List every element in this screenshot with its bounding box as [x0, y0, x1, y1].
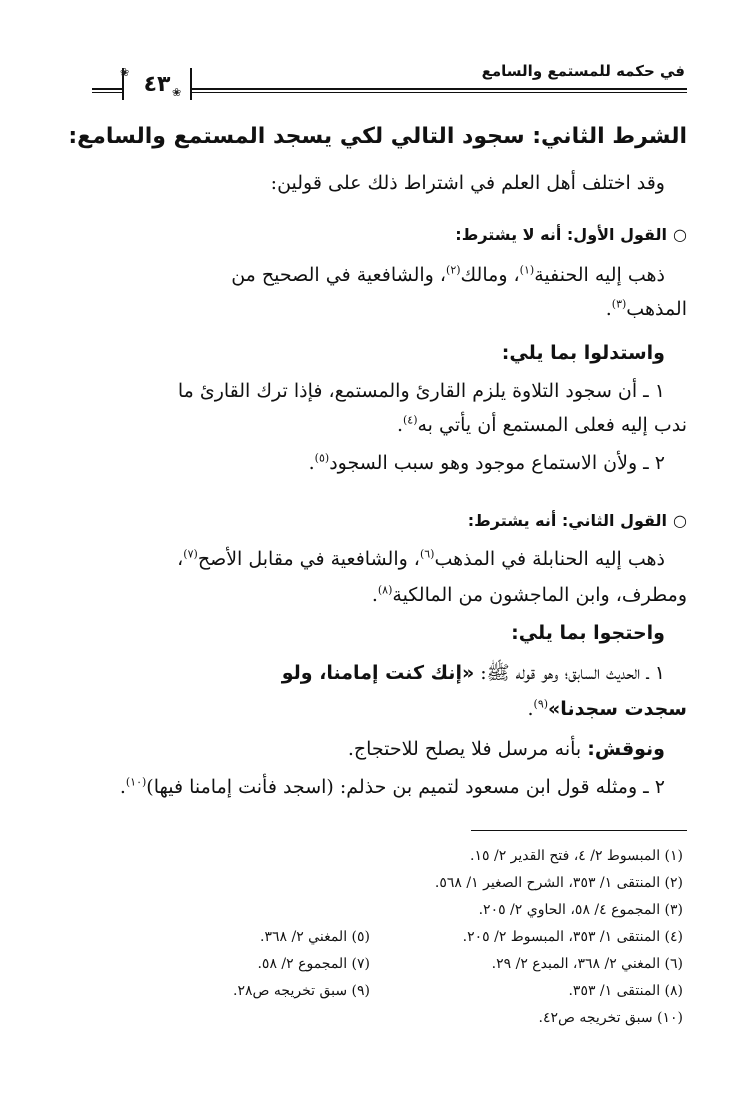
opinion-two-title: القول الثاني: أنه يشترط:	[467, 511, 668, 530]
text: ١ ـ الحديث السابق؛ وهو قوله ﷺ:	[474, 662, 665, 684]
intro-paragraph: وقد اختلف أهل العلم في اشتراط ذلك على قولين:	[270, 172, 665, 194]
evidence-one-item-1-line-2	[397, 412, 687, 438]
footnote-ref[interactable]: (٥)	[314, 451, 330, 465]
opinion-two-line-1	[177, 546, 665, 572]
section-heading: الشرط الثاني: سجود التالي لكي يسجد المستمع والسامع:	[68, 124, 687, 149]
evidence-two-item-2	[120, 774, 665, 800]
text: .	[371, 584, 378, 606]
footnote-5: (٥) المغني ٢/ ٣٦٨.	[260, 929, 370, 945]
footnote-ref[interactable]: (١٠)	[125, 775, 147, 789]
footnote-ref[interactable]: (٤)	[402, 413, 418, 427]
objection-label: ونوقش:	[587, 738, 665, 760]
running-title: في حكمه للمستمع والسامع	[481, 62, 685, 80]
text: ٢ ـ ولأن الاستماع موجود وهو سبب السجود	[329, 452, 665, 474]
evidence-one-item-1-line-1: ١ ـ أن سجود التلاوة يلزم القارئ والمستمع، فإذا ترك القارئ ما	[177, 380, 665, 402]
text: ندب إليه فعلى المستمع أن يأتي به	[417, 414, 687, 436]
footnote-2: (٢) المنتقى ١/ ٣٥٣، الشرح الصغير ١/ ٥٦٨.	[434, 875, 683, 891]
circle-bullet-icon: ○	[673, 511, 687, 530]
text: ، والشافعية في مقابل الأصح	[197, 548, 420, 570]
text: ذهب إليه الحنابلة في المذهب	[434, 548, 665, 570]
text: المذهب	[626, 298, 687, 320]
footnote-9: (٩) سبق تخريجه ص٢٨.	[233, 983, 370, 999]
text: بأنه مرسل فلا يصلح للاحتجاج.	[347, 738, 588, 760]
footnote-8: (٨) المنتقى ١/ ٣٥٣.	[568, 983, 683, 999]
text: .	[527, 698, 534, 720]
evidence-two-item-1-line-2	[527, 696, 687, 722]
hadith-quote: «إنك كنت إمامنا، ولو	[281, 662, 475, 684]
footnote-ref[interactable]: (١)	[519, 263, 535, 277]
header-rule	[190, 88, 687, 90]
header-rule-left	[92, 88, 122, 90]
footnote-ref[interactable]: (٦)	[419, 547, 435, 561]
evidence-two-item-1-line-1	[282, 660, 665, 686]
text: ،	[177, 548, 184, 570]
text: .	[605, 298, 612, 320]
text: ذهب إليه الحنفية	[534, 264, 665, 286]
text: ، والشافعية في الصحيح من	[231, 264, 447, 286]
evidence-one-item-2	[309, 450, 665, 476]
evidence-two-title: واحتجوا بما يلي:	[511, 622, 665, 644]
text: .	[119, 776, 126, 798]
ornament-icon: ❀	[120, 66, 130, 79]
footnote-ref[interactable]: (٨)	[377, 583, 393, 597]
opinion-two-heading	[468, 508, 687, 534]
footnote-6: (٦) المغني ٢/ ٣٦٨، المبدع ٢/ ٢٩.	[491, 956, 683, 972]
objection-line	[348, 736, 665, 762]
header-rule-thin	[190, 92, 687, 93]
footnote-separator	[471, 830, 687, 831]
footnote-10: (١٠) سبق تخريجه ص٤٢.	[538, 1010, 683, 1026]
ornament-icon: ❀	[172, 86, 182, 99]
text: ٢ ـ ومثله قول ابن مسعود لتميم بن حذلم: (اسجد فأنت إمامنا فيها)	[146, 776, 665, 798]
text: ، ومالك	[460, 264, 520, 286]
text: .	[308, 452, 315, 474]
footnote-7: (٧) المجموع ٢/ ٥٨.	[257, 956, 370, 972]
hadith-quote: سجدت سجدنا»	[548, 698, 687, 720]
text: ومطرف، وابن الماجشون من المالكية	[392, 584, 687, 606]
footnote-4: (٤) المنتقى ١/ ٣٥٣، المبسوط ٢/ ٢٠٥.	[462, 929, 683, 945]
footnote-ref[interactable]: (٢)	[446, 263, 461, 277]
footnote-3: (٣) المجموع ٤/ ٥٨، الحاوي ٢/ ٢٠٥.	[478, 902, 683, 918]
footnote-ref[interactable]: (٩)	[533, 697, 549, 711]
footnote-ref[interactable]: (٧)	[183, 547, 198, 561]
footnote-1: (١) المبسوط ٢/ ٤، فتح القدير ٢/ ١٥.	[470, 848, 683, 864]
header-rule-left-thin	[92, 92, 122, 93]
evidence-one-title: واستدلوا بما يلي:	[501, 342, 665, 364]
circle-bullet-icon: ○	[673, 225, 687, 244]
opinion-one-heading	[455, 222, 687, 248]
text: .	[396, 414, 403, 436]
opinion-one-line-1	[231, 262, 665, 288]
opinion-one-title: القول الأول: أنه لا يشترط:	[455, 225, 668, 244]
opinion-one-line-2	[606, 296, 687, 322]
footnote-ref[interactable]: (٣)	[611, 297, 627, 311]
page-number: ٤٣	[143, 71, 171, 97]
opinion-two-line-2	[372, 582, 687, 608]
page-number-box	[122, 68, 192, 100]
